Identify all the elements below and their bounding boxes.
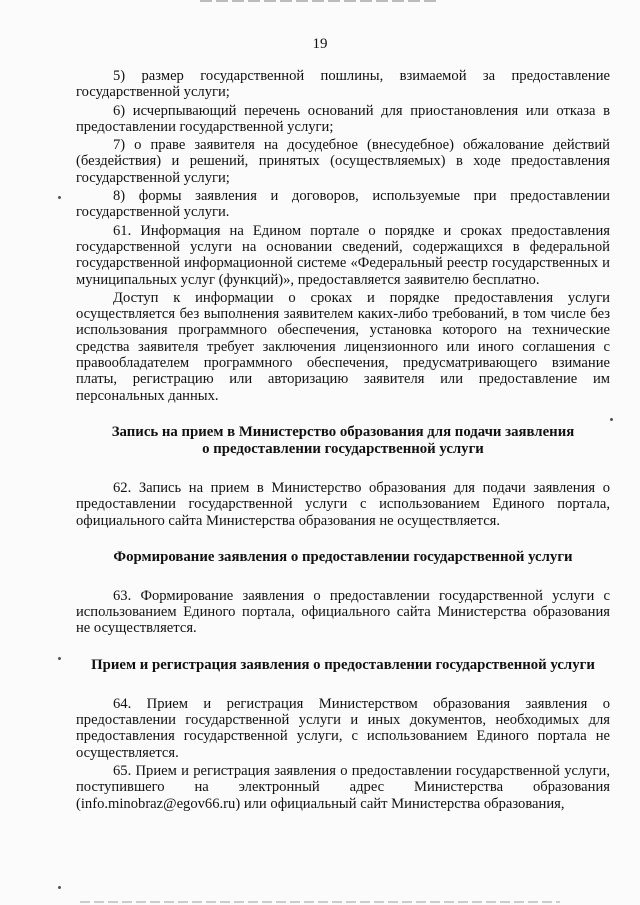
page-content [76, 68, 610, 814]
page-number: 19 [312, 36, 328, 52]
list-item-5: 5) размер государственной пошлины, взимаемой за предоставление государственной услуги; [76, 68, 610, 101]
list-item-6: 6) исчерпывающий перечень оснований для приостановления или отказа в предоставлении государственной услуги; [76, 102, 610, 135]
paragraph-64: 64. Прием и регистрация Министерством образования заявления о предоставлении государственной услуги и иных документов, необходимых для предоставления государственной услуги, с использованием Единого портала не осуществляется. [76, 695, 610, 761]
paragraph-65: 65. Прием и регистрация заявления о предоставлении государственной услуги, поступившего на электронный адрес Министерства образования (info.minobraz@egov66.ru) или официальный сайт Министерства образования, [76, 762, 610, 812]
section-heading-appointment-line-1: Запись на прием в Министерство образования для подачи заявления [111, 423, 575, 440]
scan-dot [58, 657, 61, 660]
list-item-8: 8) формы заявления и договоров, используемые при предоставлении государственной услуги. [76, 188, 610, 221]
paragraph-access-info: Доступ к информации о сроках и порядке предоставления услуги осуществляется без выполнения заявителем каких-либо требований, в том числе без использования программного обеспечения, установка которого на технические средства заявителя требует заключения лицензионного или иного соглашения с правообладателем программного обеспечения, предусматривающего взимание платы, регистрацию или авторизацию заявителя или предоставление им персональных данных. [76, 289, 610, 404]
section-heading-registration: Прием и регистрация заявления о предоставлении государственной услуги [91, 656, 595, 673]
section-heading-appointment [76, 424, 610, 458]
scan-edge-top [200, 0, 440, 2]
scan-dot [610, 418, 613, 421]
paragraph-63: 63. Формирование заявления о предоставлении государственной услуги с использованием Единого портала, официального сайта Министерства образования не осуществляется. [76, 587, 610, 637]
section-heading-forming: Формирование заявления о предоставлении государственной услуги [113, 548, 573, 565]
paragraph-62: 62. Запись на прием в Министерство образования для подачи заявления о предоставлении государственной услуги с использованием Единого портала, официального сайта Министерства образования не осуществляется. [76, 479, 610, 529]
paragraph-61: 61. Информация на Едином портале о порядке и сроках предоставления государственной услуги на основании сведений, содержащихся в федеральной государственной информационной системе «Федеральный реестр государственных и муниципальных услуг (функций)», предоставляется заявителю бесплатно. [76, 222, 610, 288]
scan-dot [58, 196, 61, 199]
section-heading-appointment-line-2: о предоставлении государственной услуги [202, 440, 484, 457]
list-item-7: 7) о праве заявителя на досудебное (внесудебное) обжалование действий (бездействия) и решений, принятых (осуществляемых) в ходе предоставления государственной услуги; [76, 137, 610, 186]
scan-edge-bottom [80, 901, 560, 903]
scan-dot [58, 886, 61, 889]
